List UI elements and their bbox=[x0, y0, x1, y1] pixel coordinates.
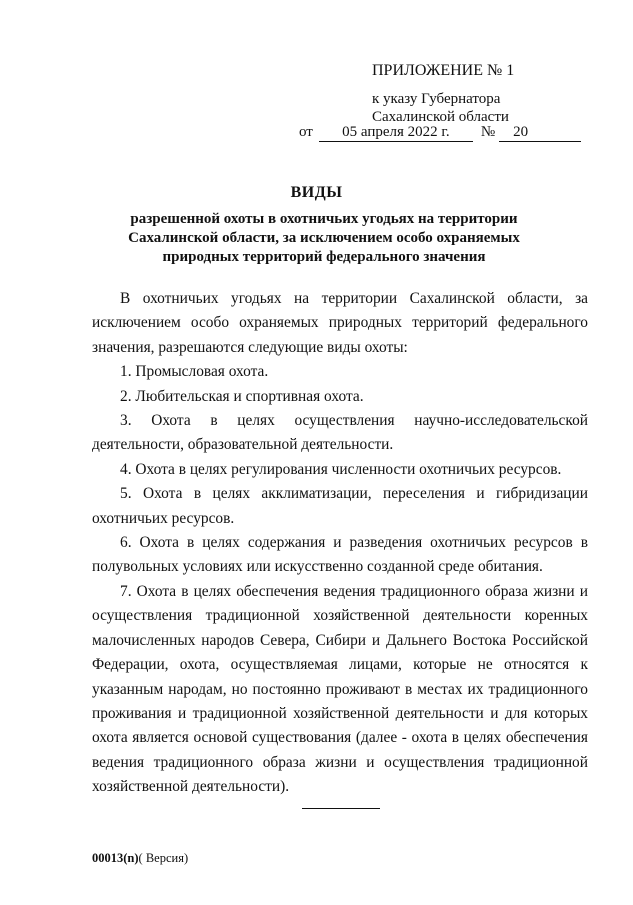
list-item: 6. Охота в целях содержания и разведения охотничьих ресурсов в полувольных условиях или искусственно созданной среде обитания. bbox=[92, 534, 588, 576]
decree-reference: к указу Губернатора bbox=[372, 91, 501, 107]
list-item: 1. Промысловая охота. bbox=[120, 363, 269, 381]
number-label: № bbox=[480, 124, 496, 140]
list-item: 2. Любительская и спортивная охота. bbox=[120, 387, 364, 405]
list-item: 3. Охота в целях осуществления научно-исследовательской деятельности, образовательной деятельности. bbox=[92, 412, 588, 454]
list-item: 5. Охота в целях акклиматизации, переселения и гибридизации охотничьих ресурсов. bbox=[92, 485, 588, 527]
version-label: ( Версия) bbox=[138, 851, 189, 865]
from-label: от bbox=[299, 124, 313, 140]
end-separator-line bbox=[302, 808, 380, 809]
intro-paragraph: В охотничьих угодьях на территории Сахалинской области, за исключением особо охраняемых природных территорий федерального значения, разрешаются следующие виды охоты: bbox=[92, 290, 588, 356]
appendix-label: ПРИЛОЖЕНИЕ № 1 bbox=[372, 62, 515, 79]
footer-code bbox=[92, 851, 188, 866]
list-item: 7. Охота в целях обеспечения ведения традиционного образа жизни и осуществления традиционной хозяйственной деятельности коренных малочисленных народов Севера, Сибири и Дальнего Востока Российской Федерации, охота, осуществляемая лицами, которые не относятся к указанным народам, но постоянно проживают в местах их традиционного проживания и традиционной хозяйственной деятельности и для которых охота является основой существования (далее - охота в целях обеспечения ведения традиционного образа жизни и осуществления традиционной хозяйственной деятельности). bbox=[92, 582, 588, 796]
decree-number: 20 bbox=[499, 123, 581, 142]
list-item: 4. Охота в целях регулирования численности охотничьих ресурсов. bbox=[120, 460, 562, 478]
decree-date: 05 апреля 2022 г. bbox=[319, 123, 473, 142]
document-code: 00013(n) bbox=[92, 851, 139, 865]
document-title: ВИДЫ bbox=[290, 184, 343, 201]
document-subtitle: разрешенной охоты в охотничьих угодьях на территории Сахалинской области, за исключением особо охраняемых природных территорий федерального значения bbox=[128, 211, 520, 265]
region-name: Сахалинской области bbox=[372, 109, 509, 125]
document-body bbox=[92, 287, 588, 800]
decree-date-line bbox=[299, 123, 581, 142]
